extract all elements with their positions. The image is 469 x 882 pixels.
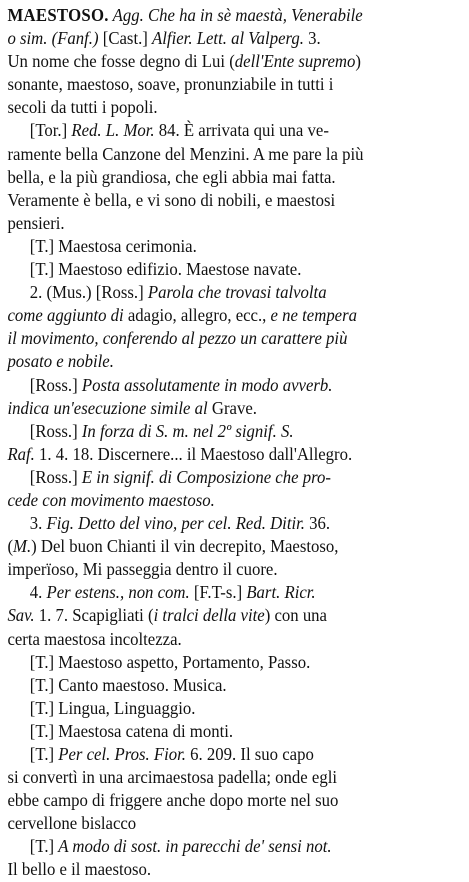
entry-line [7, 743, 460, 766]
text-run: [Tor.] [29, 120, 72, 141]
entry-line [7, 166, 460, 189]
text-run: 6. 209. Il suo capo [190, 744, 314, 764]
italic-text: M. [13, 536, 32, 557]
entry-line [7, 558, 460, 581]
entry-line [7, 235, 460, 258]
italic-text: il movimento, conferendo al pezzo un carattere più [7, 328, 348, 349]
text-run: [Ross.] [29, 466, 82, 487]
entry-line [7, 143, 460, 166]
italic-text: Parola che trovasi talvolta [147, 282, 327, 303]
text-run: bella, e la più grandiosa, che egli abbia mai fatta. [7, 166, 336, 187]
italic-text: A modo di sost. in parecchi de' sensi not. [58, 836, 332, 857]
text-run: ( [7, 536, 14, 557]
italic-text: come aggiunto di [7, 305, 128, 326]
text-run: ) Del buon Chianti il vin decrepito, Maestoso, [31, 536, 339, 557]
entry-line [7, 4, 460, 27]
italic-text: Posta assolutamente in modo avverb. [81, 374, 333, 395]
text-run: adagio, allegro, ecc., [127, 305, 271, 326]
entry-line [7, 304, 460, 327]
text-run: secoli da tutti i popoli. [7, 97, 158, 118]
entry-line [7, 374, 460, 397]
entry-line [7, 420, 460, 443]
entry-line [7, 812, 460, 835]
text-run: [T.] Maestoso aspetto, Portamento, Passo. [29, 651, 311, 672]
italic-text: Fig. Detto del vino, per cel. Red. Ditir. [46, 513, 310, 534]
text-run: [Cast.] [102, 28, 153, 49]
italic-text: Per estens., non com. [46, 582, 194, 603]
text-run: certa maestosa incoltezza. [7, 628, 182, 649]
italic-text: Sav. [7, 605, 39, 626]
italic-text: indica un'esecuzione simile al [7, 397, 212, 418]
text-run: [T.] Lingua, Linguaggio. [29, 697, 196, 718]
text-run: ebbe campo di friggere anche dopo morte nel suo [7, 790, 339, 811]
entry-line [7, 27, 460, 50]
italic-text: posato e nobile. [7, 351, 114, 372]
text-run: [T.] Canto maestoso. Musica. [29, 674, 227, 695]
italic-text: dell'Ente supremo [234, 51, 356, 72]
italic-text: Alfier. Lett. al Valperg. [152, 28, 309, 49]
text-run: ) con una [264, 605, 327, 626]
entry-line [7, 350, 460, 373]
entry-line [7, 581, 460, 604]
headword: MAESTOSO. [7, 5, 109, 25]
text-run: Il bello e il maestoso. [7, 859, 152, 880]
italic-text: i tralci della vite [153, 605, 265, 626]
italic-text: e ne tempera [270, 305, 358, 326]
text-run: [F.T-s.] [193, 582, 247, 603]
entry-line [7, 674, 460, 697]
text-run: 3. [29, 513, 47, 534]
entry-line [7, 628, 460, 651]
entry-line [7, 697, 460, 720]
text-run: [Ross.] [29, 374, 82, 395]
italic-text: Per cel. Pros. Fior. [58, 744, 191, 764]
text-run: Un nome che fosse degno di Lui ( [7, 51, 235, 72]
italic-text: In forza di S. m. nel 2º signif. S. [81, 420, 294, 441]
text-run: 4. [29, 582, 47, 603]
entry-line [7, 96, 460, 119]
entry-line [7, 489, 460, 512]
entry-line [7, 119, 460, 142]
italic-text: Raf. [7, 443, 40, 464]
entry-line [7, 397, 460, 420]
text-run: ramente bella Canzone del Menzini. A me pare la più [7, 143, 364, 164]
entry-line [7, 766, 460, 789]
text-run: ) [355, 51, 361, 72]
entry-line [7, 212, 460, 235]
entry-line [7, 50, 460, 73]
text-run: 1. 4. 18. Discernere... il Maestoso dall'Allegro. [39, 443, 353, 464]
text-run: cervellone bislacco [7, 813, 137, 834]
text-run: [Ross.] [29, 420, 82, 441]
text-run: [T.] [29, 744, 59, 764]
italic-text: cede con movimento maestoso. [7, 489, 215, 510]
entry-line [7, 73, 460, 96]
text-run: [T.] Maestosa catena di monti. [29, 720, 234, 741]
italic-text: o sim. (Fanf.) [7, 28, 103, 49]
text-run: imperïoso, Mi passeggia dentro il cuore. [7, 559, 278, 580]
italic-text: E in signif. di Composizione che pro- [81, 466, 331, 487]
entry-line [7, 535, 460, 558]
text-run: pensieri. [7, 212, 65, 233]
text-run: 36. [309, 513, 331, 534]
entry-line [7, 789, 460, 812]
text-run: [T.] Maestoso edifizio. Maestose navate. [29, 259, 302, 280]
italic-text: Agg. Che ha in sè maestà, Venerabile [108, 5, 363, 25]
text-run: sonante, maestoso, soave, pronunziabile in tutti i [7, 74, 334, 95]
entry-line [7, 281, 460, 304]
entry-line [7, 835, 460, 858]
text-run: 1. 7. Scapigliati ( [38, 605, 154, 626]
text-run: 2. (Mus.) [Ross.] [29, 282, 148, 303]
entry-line [7, 189, 460, 212]
entry-line [7, 604, 460, 627]
italic-text: Red. L. Mor. [71, 120, 159, 141]
text-run: Veramente è bella, e vi sono di nobili, e maestosi [7, 189, 336, 210]
entry-line [7, 258, 460, 281]
text-run: si convertì in una arcimaestosa padella; onde egli [7, 767, 338, 788]
entry-line [7, 443, 460, 466]
text-run: [T.] [29, 836, 59, 857]
entry-line [7, 466, 460, 489]
italic-text: Bart. Ricr. [246, 582, 316, 603]
entry-line [7, 327, 460, 350]
text-run: Grave. [211, 397, 257, 418]
entry-line [7, 512, 460, 535]
entry-line [7, 720, 460, 743]
text-run: 84. È arrivata qui una ve- [158, 120, 329, 141]
entry-line [7, 651, 460, 674]
entry-line [7, 858, 460, 881]
text-run: [T.] Maestosa cerimonia. [29, 235, 197, 256]
text-run: 3. [308, 28, 321, 49]
